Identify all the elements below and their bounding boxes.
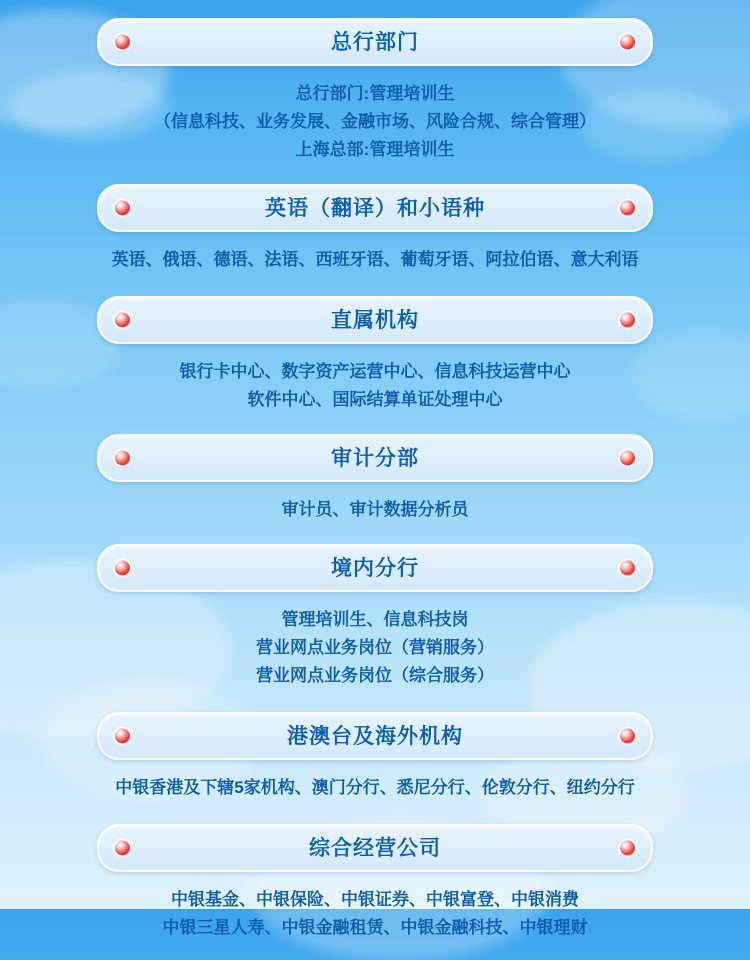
- section-integrated-operating-companies: [0, 824, 750, 942]
- section-title: 英语（翻译）和小语种: [265, 196, 485, 220]
- section-body-line: 中银香港及下辖5家机构、澳门分行、悉尼分行、伦敦分行、纽约分行: [115, 778, 635, 797]
- bullet-dot-icon: [620, 841, 635, 856]
- section-header: [97, 544, 653, 592]
- section-body: [0, 246, 750, 274]
- bullet-dot-icon: [620, 35, 635, 50]
- section-body-line: 银行卡中心、数字资产运营中心、信息科技运营中心: [179, 362, 571, 381]
- section-header: [97, 18, 653, 66]
- section-body-line: 中银三星人寿、中银金融租赁、中银金融科技、中银理财: [162, 918, 588, 937]
- section-title: 港澳台及海外机构: [287, 724, 463, 748]
- section-general-head-office: [0, 18, 750, 164]
- section-title: 境内分行: [331, 556, 419, 580]
- section-overseas-institutions: [0, 712, 750, 802]
- section-header: [97, 824, 653, 872]
- section-body: [0, 496, 750, 524]
- section-header: [97, 296, 653, 344]
- section-body-line: 中银基金、中银保险、中银证券、中银富登、中银消费: [171, 890, 579, 909]
- section-body-line: （信息科技、业务发展、金融市场、风险合规、综合管理）: [154, 112, 596, 131]
- section-header: [97, 712, 653, 760]
- section-audit-division: [0, 434, 750, 524]
- bullet-dot-icon: [620, 561, 635, 576]
- section-header: [97, 184, 653, 232]
- section-title: 综合经营公司: [309, 836, 441, 860]
- bullet-dot-icon: [620, 729, 635, 744]
- section-body-line: 总行部门:管理培训生: [295, 84, 455, 103]
- section-body: [0, 80, 750, 164]
- bullet-dot-icon: [115, 841, 130, 856]
- section-title: 直属机构: [331, 308, 419, 332]
- bullet-dot-icon: [620, 451, 635, 466]
- section-body-line: 审计员、审计数据分析员: [281, 500, 469, 519]
- bullet-dot-icon: [115, 35, 130, 50]
- section-title: 审计分部: [331, 446, 419, 470]
- bullet-dot-icon: [620, 201, 635, 216]
- bullet-dot-icon: [620, 313, 635, 328]
- section-body-line: 营业网点业务岗位（综合服务）: [256, 666, 494, 685]
- section-body: [0, 606, 750, 690]
- section-body-line: 软件中心、国际结算单证处理中心: [247, 390, 503, 409]
- section-body-line: 营业网点业务岗位（营销服务）: [256, 638, 494, 657]
- section-body-line: 英语、俄语、德语、法语、西班牙语、葡萄牙语、阿拉伯语、意大利语: [111, 250, 639, 269]
- section-body: [0, 774, 750, 802]
- bullet-dot-icon: [115, 201, 130, 216]
- section-body: [0, 358, 750, 414]
- bullet-dot-icon: [115, 561, 130, 576]
- section-body-line: 上海总部:管理培训生: [295, 140, 455, 159]
- section-body: [0, 886, 750, 942]
- section-languages: [0, 184, 750, 274]
- section-header: [97, 434, 653, 482]
- bullet-dot-icon: [115, 729, 130, 744]
- section-domestic-branches: [0, 544, 750, 690]
- section-body-line: 管理培训生、信息科技岗: [281, 610, 469, 629]
- bullet-dot-icon: [115, 451, 130, 466]
- section-title: 总行部门: [331, 30, 419, 54]
- bullet-dot-icon: [115, 313, 130, 328]
- section-direct-institutions: [0, 296, 750, 414]
